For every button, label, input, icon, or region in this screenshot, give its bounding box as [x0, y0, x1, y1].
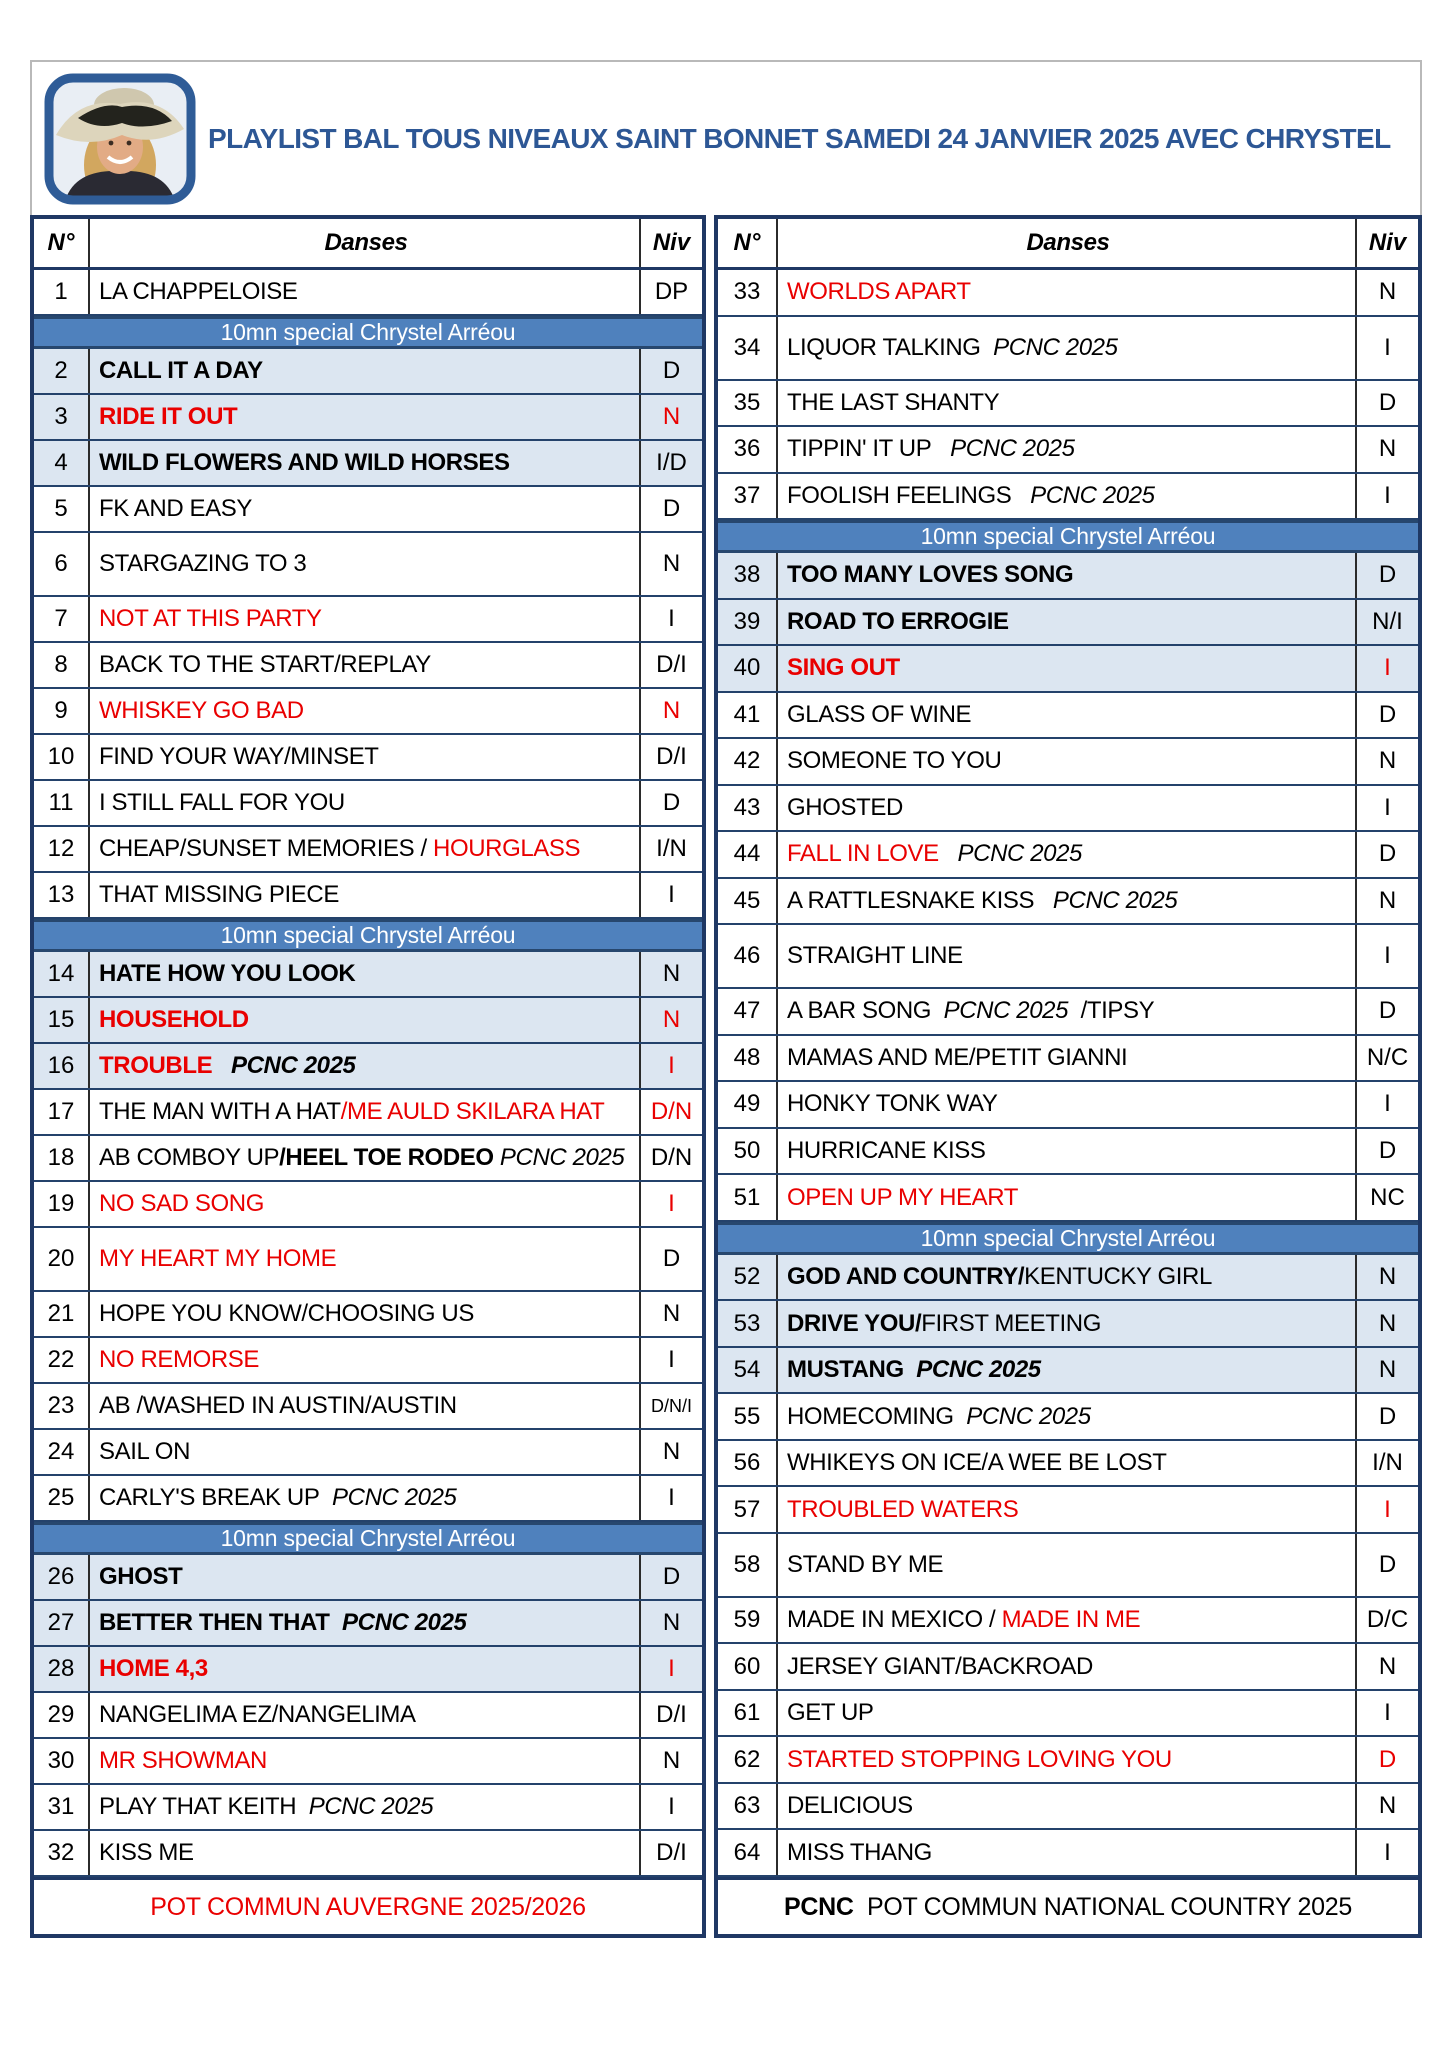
level-cell: I/D	[639, 441, 702, 485]
row-number: 29	[34, 1693, 90, 1737]
level-cell: I	[639, 1338, 702, 1382]
playlist-sheet	[30, 60, 1422, 1938]
playlist-row	[718, 1348, 1418, 1395]
level-cell: D	[1355, 1394, 1418, 1439]
dance-name: AB COMBOY UP /HEEL TOE RODEO PCNC 2025	[99, 1144, 625, 1171]
playlist-row	[34, 998, 702, 1044]
playlist-row	[34, 1647, 702, 1693]
dance-name: ROAD TO ERROGIE	[787, 607, 1009, 635]
level-cell: I	[1355, 317, 1418, 379]
level-cell: N	[1355, 427, 1418, 472]
level-cell: I	[1355, 646, 1418, 691]
dance-name: A BAR SONG PCNC 2025 /TIPSY	[787, 997, 1155, 1025]
level-cell: DP	[639, 270, 702, 314]
row-number: 1	[34, 270, 90, 314]
dance-name: BACK TO THE START/REPLAY	[99, 651, 431, 678]
playlist-row	[34, 827, 702, 873]
dance-name: MY HEART MY HOME	[99, 1245, 337, 1272]
dance-name: TOO MANY LOVES SONG	[787, 561, 1074, 589]
row-number: 56	[718, 1441, 778, 1486]
dance-name: HOME 4,3	[99, 1655, 208, 1682]
dance-name: SING OUT	[787, 654, 900, 682]
level-cell: N	[1355, 270, 1418, 315]
playlist-row	[718, 1644, 1418, 1691]
playlist-tables	[30, 215, 1422, 1938]
playlist-row	[34, 597, 702, 643]
dance-name: LA CHAPPELOISE	[99, 278, 298, 305]
dance-name: HOUSEHOLD	[99, 1006, 249, 1033]
title-band	[30, 60, 1422, 215]
level-cell: N	[1355, 1644, 1418, 1689]
special-banner: 10mn special Chrystel Arréou	[718, 1222, 1418, 1255]
dance-name: TROUBLED WATERS	[787, 1495, 1019, 1523]
playlist-row	[34, 643, 702, 689]
right-table-body	[718, 270, 1418, 1877]
table-gap	[706, 215, 714, 1938]
playlist-row	[718, 1487, 1418, 1534]
row-number: 17	[34, 1090, 90, 1134]
dance-name: FIND YOUR WAY/MINSET	[99, 743, 379, 770]
footer-left: POT COMMUN AUVERGNE 2025/2026	[34, 1877, 702, 1934]
level-cell: D	[1355, 1534, 1418, 1596]
row-number: 11	[34, 781, 90, 825]
dance-name: HOPE YOU KNOW/CHOOSING US	[99, 1300, 474, 1327]
playlist-row	[718, 739, 1418, 786]
level-cell: D/I	[639, 643, 702, 687]
playlist-row	[34, 1555, 702, 1601]
dance-name: THE LAST SHANTY	[787, 388, 1000, 416]
playlist-row	[718, 1441, 1418, 1488]
playlist-row	[34, 1044, 702, 1090]
dance-name: CHEAP/SUNSET MEMORIES / HOURGLASS	[99, 835, 581, 862]
col-header-num: N°	[718, 219, 778, 267]
dance-name: WILD FLOWERS AND WILD HORSES	[99, 449, 510, 476]
row-number: 44	[718, 832, 778, 877]
level-cell: D	[1355, 1129, 1418, 1174]
level-cell: N	[639, 689, 702, 733]
level-cell: N	[1355, 879, 1418, 924]
dance-name: FALL IN LOVE PCNC 2025	[787, 840, 1082, 868]
dance-name: STARTED STOPPING LOVING YOU	[787, 1745, 1172, 1773]
dance-name: NO REMORSE	[99, 1346, 260, 1373]
row-number: 32	[34, 1831, 90, 1875]
row-number: 14	[34, 952, 90, 996]
playlist-row	[34, 487, 702, 533]
row-number: 22	[34, 1338, 90, 1382]
level-cell: I	[639, 1647, 702, 1691]
row-number: 39	[718, 600, 778, 645]
level-cell: N	[639, 1430, 702, 1474]
row-number: 8	[34, 643, 90, 687]
dance-name: A RATTLESNAKE KISS PCNC 2025	[787, 886, 1178, 914]
special-banner: 10mn special Chrystel Arréou	[34, 316, 702, 349]
row-number: 2	[34, 349, 90, 393]
playlist-row	[718, 1394, 1418, 1441]
level-cell: D/N	[639, 1136, 702, 1180]
dance-name: LIQUOR TALKING PCNC 2025	[787, 333, 1118, 361]
level-cell: N	[1355, 739, 1418, 784]
level-cell: N	[1355, 1255, 1418, 1300]
level-cell: D	[639, 1228, 702, 1290]
playlist-row	[34, 873, 702, 919]
dance-name: MUSTANG PCNC 2025	[787, 1356, 1041, 1384]
row-number: 58	[718, 1534, 778, 1596]
level-cell: I	[1355, 1082, 1418, 1127]
dance-name: BETTER THEN THAT PCNC 2025	[99, 1609, 467, 1636]
row-number: 51	[718, 1175, 778, 1220]
playlist-row	[718, 1175, 1418, 1222]
level-cell: I	[639, 1182, 702, 1226]
level-cell: D/C	[1355, 1598, 1418, 1643]
dance-name: STARGAZING TO 3	[99, 550, 307, 577]
level-cell: NC	[1355, 1175, 1418, 1220]
left-table-header	[34, 219, 702, 270]
row-number: 62	[718, 1737, 778, 1782]
level-cell: I/N	[1355, 1441, 1418, 1486]
dance-name: HATE HOW YOU LOOK	[99, 960, 356, 987]
dance-name: PLAY THAT KEITH PCNC 2025	[99, 1793, 434, 1820]
row-number: 55	[718, 1394, 778, 1439]
dance-name: MISS THANG	[787, 1838, 932, 1866]
special-banner: 10mn special Chrystel Arréou	[34, 919, 702, 952]
dance-name: SAIL ON	[99, 1438, 191, 1465]
chrystel-photo	[44, 73, 196, 205]
level-cell: I	[1355, 1830, 1418, 1875]
row-number: 15	[34, 998, 90, 1042]
level-cell: I	[1355, 786, 1418, 831]
row-number: 54	[718, 1348, 778, 1393]
level-cell: I	[639, 873, 702, 917]
dance-name: TROUBLE PCNC 2025	[99, 1052, 356, 1079]
row-number: 52	[718, 1255, 778, 1300]
row-number: 60	[718, 1644, 778, 1689]
dance-name: WHISKEY GO BAD	[99, 697, 304, 724]
dance-name: HOMECOMING PCNC 2025	[787, 1402, 1091, 1430]
footer-pcnc-text: POT COMMUN NATIONAL COUNTRY 2025	[853, 1892, 1352, 1921]
dance-name: GHOSTED	[787, 793, 903, 821]
dance-name: GET UP	[787, 1699, 874, 1727]
playlist-row	[34, 1476, 702, 1522]
row-number: 10	[34, 735, 90, 779]
playlist-row	[34, 1338, 702, 1384]
row-number: 20	[34, 1228, 90, 1290]
playlist-row	[34, 735, 702, 781]
row-number: 64	[718, 1830, 778, 1875]
playlist-row	[718, 1082, 1418, 1129]
level-cell: I	[639, 1785, 702, 1829]
row-number: 16	[34, 1044, 90, 1088]
row-number: 40	[718, 646, 778, 691]
row-number: 45	[718, 879, 778, 924]
level-cell: I	[639, 1044, 702, 1088]
playlist-row	[718, 1784, 1418, 1831]
dance-name: WORLDS APART	[787, 278, 971, 306]
level-cell: N	[639, 1739, 702, 1783]
dance-name: STRAIGHT LINE	[787, 942, 963, 970]
special-banner: 10mn special Chrystel Arréou	[34, 1522, 702, 1555]
level-cell: I	[1355, 1487, 1418, 1532]
dance-name: GHOST	[99, 1563, 183, 1590]
row-number: 42	[718, 739, 778, 784]
dance-name: MAMAS AND ME/PETIT GIANNI	[787, 1043, 1128, 1071]
dance-name: MR SHOWMAN	[99, 1747, 267, 1774]
level-cell: D	[1355, 989, 1418, 1034]
footer-right	[718, 1877, 1418, 1934]
dance-name: FK AND EASY	[99, 495, 252, 522]
playlist-row	[34, 1228, 702, 1292]
row-number: 24	[34, 1430, 90, 1474]
playlist-row	[34, 1182, 702, 1228]
dance-name: I STILL FALL FOR YOU	[99, 789, 345, 816]
row-number: 23	[34, 1384, 90, 1428]
row-number: 49	[718, 1082, 778, 1127]
col-header-dance: Danses	[1026, 229, 1110, 256]
level-cell: D	[1355, 832, 1418, 877]
row-number: 61	[718, 1691, 778, 1736]
level-cell: N/I	[1355, 600, 1418, 645]
level-cell: I	[639, 597, 702, 641]
level-cell: D/I	[639, 1831, 702, 1875]
playlist-row	[34, 533, 702, 597]
dance-name: HURRICANE KISS	[787, 1136, 986, 1164]
level-cell: D	[1355, 693, 1418, 738]
playlist-row	[718, 474, 1418, 521]
level-cell: I/N	[639, 827, 702, 871]
dance-name: CARLY'S BREAK UP PCNC 2025	[99, 1484, 457, 1511]
playlist-row	[718, 1737, 1418, 1784]
playlist-row	[718, 270, 1418, 317]
playlist-row	[718, 1534, 1418, 1598]
dance-name: WHIKEYS ON ICE/A WEE BE LOST	[787, 1449, 1167, 1477]
left-table-body	[34, 270, 702, 1877]
row-number: 37	[718, 474, 778, 519]
playlist-row	[34, 781, 702, 827]
page-title: PLAYLIST BAL TOUS NIVEAUX SAINT BONNET SAMEDI 24 JANVIER 2025 AVEC CHRYSTEL	[208, 122, 1391, 154]
row-number: 34	[718, 317, 778, 379]
col-header-num: N°	[34, 219, 90, 267]
level-cell: D	[639, 1555, 702, 1599]
level-cell: D	[1355, 381, 1418, 426]
playlist-row	[718, 879, 1418, 926]
playlist-row	[34, 1090, 702, 1136]
row-number: 19	[34, 1182, 90, 1226]
playlist-row	[718, 786, 1418, 833]
dance-name: GLASS OF WINE	[787, 700, 972, 728]
playlist-row	[34, 952, 702, 998]
level-cell: D	[639, 487, 702, 531]
row-number: 13	[34, 873, 90, 917]
playlist-row	[718, 646, 1418, 693]
row-number: 57	[718, 1487, 778, 1532]
row-number: 28	[34, 1647, 90, 1691]
col-header-dance: Danses	[324, 229, 408, 256]
playlist-row	[34, 689, 702, 735]
row-number: 3	[34, 395, 90, 439]
dance-name: TIPPIN' IT UP PCNC 2025	[787, 435, 1075, 463]
dance-name: THE MAN WITH A HAT /ME AULD SKILARA HAT	[99, 1098, 605, 1125]
row-number: 12	[34, 827, 90, 871]
level-cell: D/N/I	[639, 1384, 702, 1428]
dance-name: FOOLISH FEELINGS PCNC 2025	[787, 481, 1155, 509]
playlist-row	[34, 1785, 702, 1831]
row-number: 50	[718, 1129, 778, 1174]
level-cell: D/I	[639, 1693, 702, 1737]
playlist-row	[34, 1601, 702, 1647]
footer-pcnc-abbr: PCNC	[784, 1892, 854, 1921]
playlist-row	[34, 1136, 702, 1182]
playlist-row	[718, 317, 1418, 381]
level-cell: I	[1355, 1691, 1418, 1736]
dance-name: DRIVE YOU/ FIRST MEETING	[787, 1309, 1101, 1337]
dance-name: SOMEONE TO YOU	[787, 747, 1002, 775]
dance-name: AB /WASHED IN AUSTIN/AUSTIN	[99, 1392, 457, 1419]
row-number: 31	[34, 1785, 90, 1829]
playlist-row	[34, 270, 702, 316]
row-number: 7	[34, 597, 90, 641]
row-number: 6	[34, 533, 90, 595]
level-cell: N	[1355, 1784, 1418, 1829]
right-table-header	[718, 219, 1418, 270]
level-cell: N	[639, 533, 702, 595]
playlist-row	[718, 381, 1418, 428]
row-number: 5	[34, 487, 90, 531]
dance-name: GOD AND COUNTRY/ KENTUCKY GIRL	[787, 1263, 1212, 1291]
level-cell: N	[639, 998, 702, 1042]
playlist-row	[718, 925, 1418, 989]
dance-name: THAT MISSING PIECE	[99, 881, 339, 908]
playlist-row	[718, 1129, 1418, 1176]
level-cell: I	[1355, 474, 1418, 519]
playlist-row	[34, 1739, 702, 1785]
row-number: 26	[34, 1555, 90, 1599]
level-cell: I	[639, 1476, 702, 1520]
dance-name: MADE IN MEXICO / MADE IN ME	[787, 1606, 1141, 1634]
dance-name: OPEN UP MY HEART	[787, 1183, 1018, 1211]
level-cell: N	[639, 395, 702, 439]
dance-name: JERSEY GIANT/BACKROAD	[787, 1652, 1093, 1680]
dance-name: NOT AT THIS PARTY	[99, 605, 322, 632]
row-number: 48	[718, 1036, 778, 1081]
dance-name: KISS ME	[99, 1839, 194, 1866]
level-cell: N	[639, 952, 702, 996]
playlist-row	[718, 1301, 1418, 1348]
row-number: 47	[718, 989, 778, 1034]
dance-name: DELICIOUS	[787, 1792, 913, 1820]
level-cell: D	[639, 349, 702, 393]
col-header-level: Niv	[1355, 219, 1418, 267]
right-playlist-table	[714, 215, 1422, 1938]
level-cell: N	[639, 1601, 702, 1645]
row-number: 30	[34, 1739, 90, 1783]
row-number: 21	[34, 1292, 90, 1336]
row-number: 43	[718, 786, 778, 831]
playlist-row	[718, 1255, 1418, 1302]
level-cell: N	[639, 1292, 702, 1336]
row-number: 33	[718, 270, 778, 315]
level-cell: I	[1355, 925, 1418, 987]
row-number: 4	[34, 441, 90, 485]
row-number: 46	[718, 925, 778, 987]
dance-name: RIDE IT OUT	[99, 403, 238, 430]
row-number: 63	[718, 1784, 778, 1829]
dance-name: STAND BY ME	[787, 1550, 944, 1578]
dance-name: CALL IT A DAY	[99, 357, 263, 384]
left-playlist-table	[30, 215, 706, 1938]
level-cell: D/N	[639, 1090, 702, 1134]
col-header-level: Niv	[639, 219, 702, 267]
level-cell: N/C	[1355, 1036, 1418, 1081]
row-number: 25	[34, 1476, 90, 1520]
row-number: 38	[718, 553, 778, 598]
level-cell: D	[1355, 1737, 1418, 1782]
playlist-row	[718, 427, 1418, 474]
playlist-row	[718, 1598, 1418, 1645]
row-number: 35	[718, 381, 778, 426]
playlist-row	[718, 600, 1418, 647]
playlist-row	[718, 832, 1418, 879]
playlist-row	[34, 1384, 702, 1430]
level-cell: D	[1355, 553, 1418, 598]
playlist-row	[34, 1430, 702, 1476]
dance-name: NANGELIMA EZ/NANGELIMA	[99, 1701, 416, 1728]
dance-name: NO SAD SONG	[99, 1190, 264, 1217]
playlist-row	[34, 395, 702, 441]
playlist-row	[34, 1693, 702, 1739]
playlist-row	[34, 1831, 702, 1877]
playlist-row	[718, 989, 1418, 1036]
level-cell: D	[639, 781, 702, 825]
playlist-row	[718, 693, 1418, 740]
playlist-row	[718, 1830, 1418, 1877]
level-cell: N	[1355, 1348, 1418, 1393]
playlist-row	[34, 349, 702, 395]
dance-name: HONKY TONK WAY	[787, 1090, 998, 1118]
row-number: 41	[718, 693, 778, 738]
playlist-row	[718, 1036, 1418, 1083]
row-number: 27	[34, 1601, 90, 1645]
level-cell: D/I	[639, 735, 702, 779]
playlist-row	[718, 553, 1418, 600]
special-banner: 10mn special Chrystel Arréou	[718, 520, 1418, 553]
row-number: 9	[34, 689, 90, 733]
row-number: 18	[34, 1136, 90, 1180]
level-cell: N	[1355, 1301, 1418, 1346]
row-number: 59	[718, 1598, 778, 1643]
row-number: 36	[718, 427, 778, 472]
playlist-row	[718, 1691, 1418, 1738]
row-number: 53	[718, 1301, 778, 1346]
playlist-row	[34, 441, 702, 487]
playlist-row	[34, 1292, 702, 1338]
